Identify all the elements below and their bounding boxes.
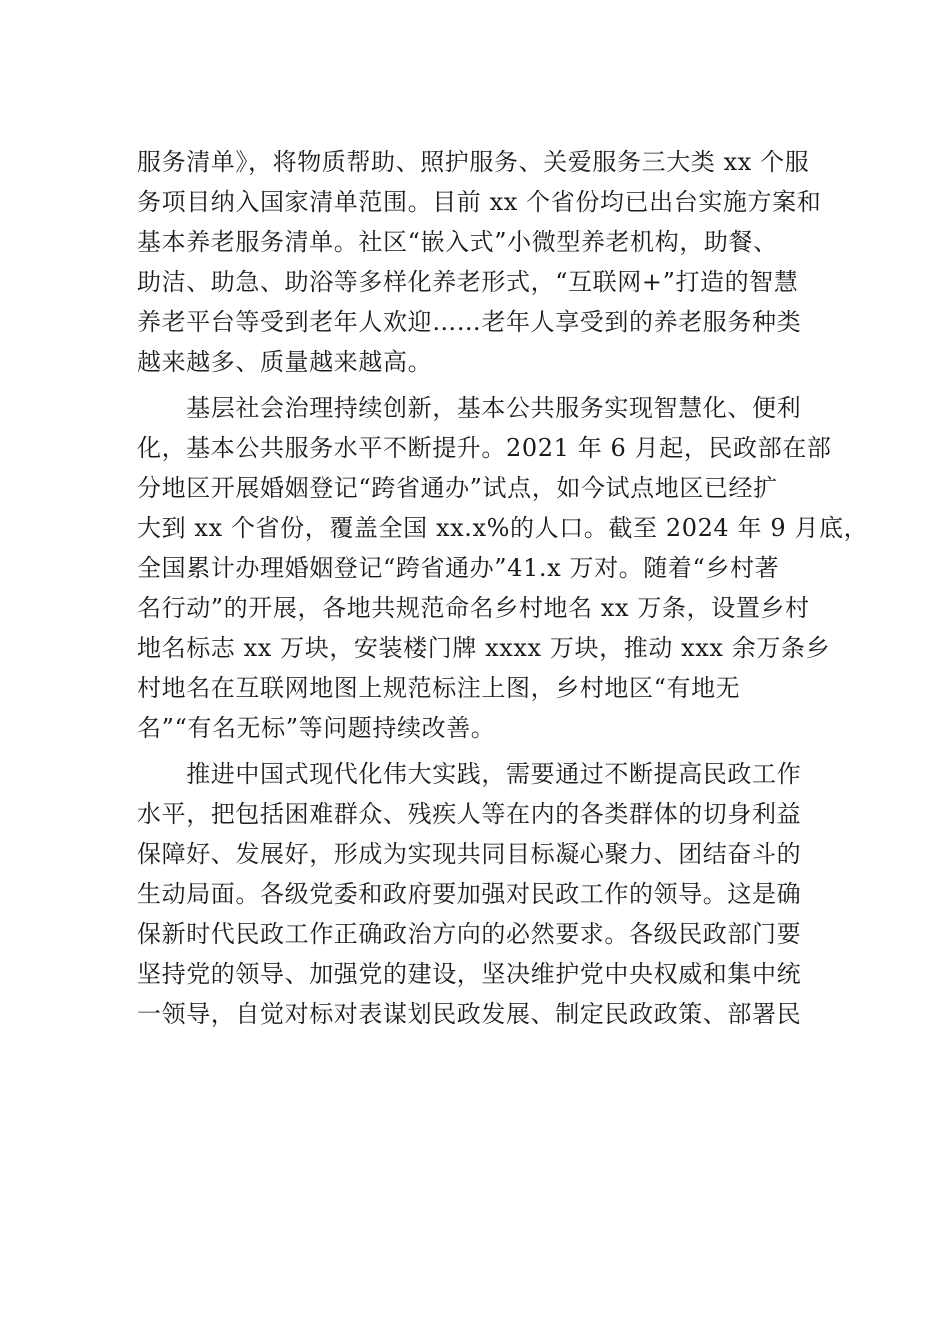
text-line: 化，基本公共服务水平不断提升。2021 年 6 月起，民政部在部 bbox=[137, 434, 832, 462]
text-line: 名行动”的开展，各地共规范命名乡村地名 xx 万条，设置乡村 bbox=[137, 594, 810, 622]
text-line: 生动局面。各级党委和政府要加强对民政工作的领导。这是确 bbox=[137, 880, 802, 908]
text-line: 务项目纳入国家清单范围。目前 xx 个省份均已出台实施方案和 bbox=[137, 188, 822, 216]
text-line: 服务清单》，将物质帮助、照护服务、关爱服务三大类 xx 个服 bbox=[137, 148, 810, 176]
text-line: 保新时代民政工作正确政治方向的必然要求。各级民政部门要 bbox=[137, 920, 802, 948]
text-line: 推进中国式现代化伟大实践，需要通过不断提高民政工作 bbox=[137, 760, 802, 788]
text-line: 地名标志 xx 万块，安装楼门牌 xxxx 万块，推动 xxx 余万条乡 bbox=[137, 634, 831, 662]
document-body bbox=[137, 142, 869, 1034]
text-line: 基本养老服务清单。社区“嵌入式”小微型养老机构，助餐、 bbox=[137, 228, 778, 256]
text-line: 基层社会治理持续创新，基本公共服务实现智慧化、便利 bbox=[137, 394, 802, 422]
text-line: 坚持党的领导、加强党的建设，坚决维护党中央权威和集中统 bbox=[137, 960, 802, 988]
text-line: 一领导，自觉对标对表谋划民政发展、制定民政政策、部署民 bbox=[137, 1000, 802, 1028]
paragraph-2 bbox=[137, 388, 869, 748]
text-line: 大到 xx 个省份，覆盖全国 xx.x%的人口。截至 2024 年 9 月底， bbox=[137, 514, 869, 542]
text-line: 村地名在互联网地图上规范标注上图，乡村地区“有地无 bbox=[137, 674, 741, 702]
text-line: 水平，把包括困难群众、残疾人等在内的各类群体的切身利益 bbox=[137, 800, 802, 828]
text-line: 助洁、助急、助浴等多样化养老形式，“互联网+”打造的智慧 bbox=[137, 268, 799, 296]
text-line: 分地区开展婚姻登记“跨省通办”试点，如今试点地区已经扩 bbox=[137, 474, 778, 502]
text-line: 养老平台等受到老年人欢迎……老年人享受到的养老服务种类 bbox=[137, 308, 802, 336]
text-line: 全国累计办理婚姻登记“跨省通办”41.x 万对。随着“乡村著 bbox=[137, 554, 780, 582]
text-line: 保障好、发展好，形成为实现共同目标凝心聚力、团结奋斗的 bbox=[137, 840, 802, 868]
paragraph-1 bbox=[137, 142, 823, 382]
text-line: 越来越多、质量越来越高。 bbox=[137, 348, 433, 376]
paragraph-3 bbox=[137, 754, 823, 1034]
text-line: 名”“有名无标”等问题持续改善。 bbox=[137, 714, 496, 742]
